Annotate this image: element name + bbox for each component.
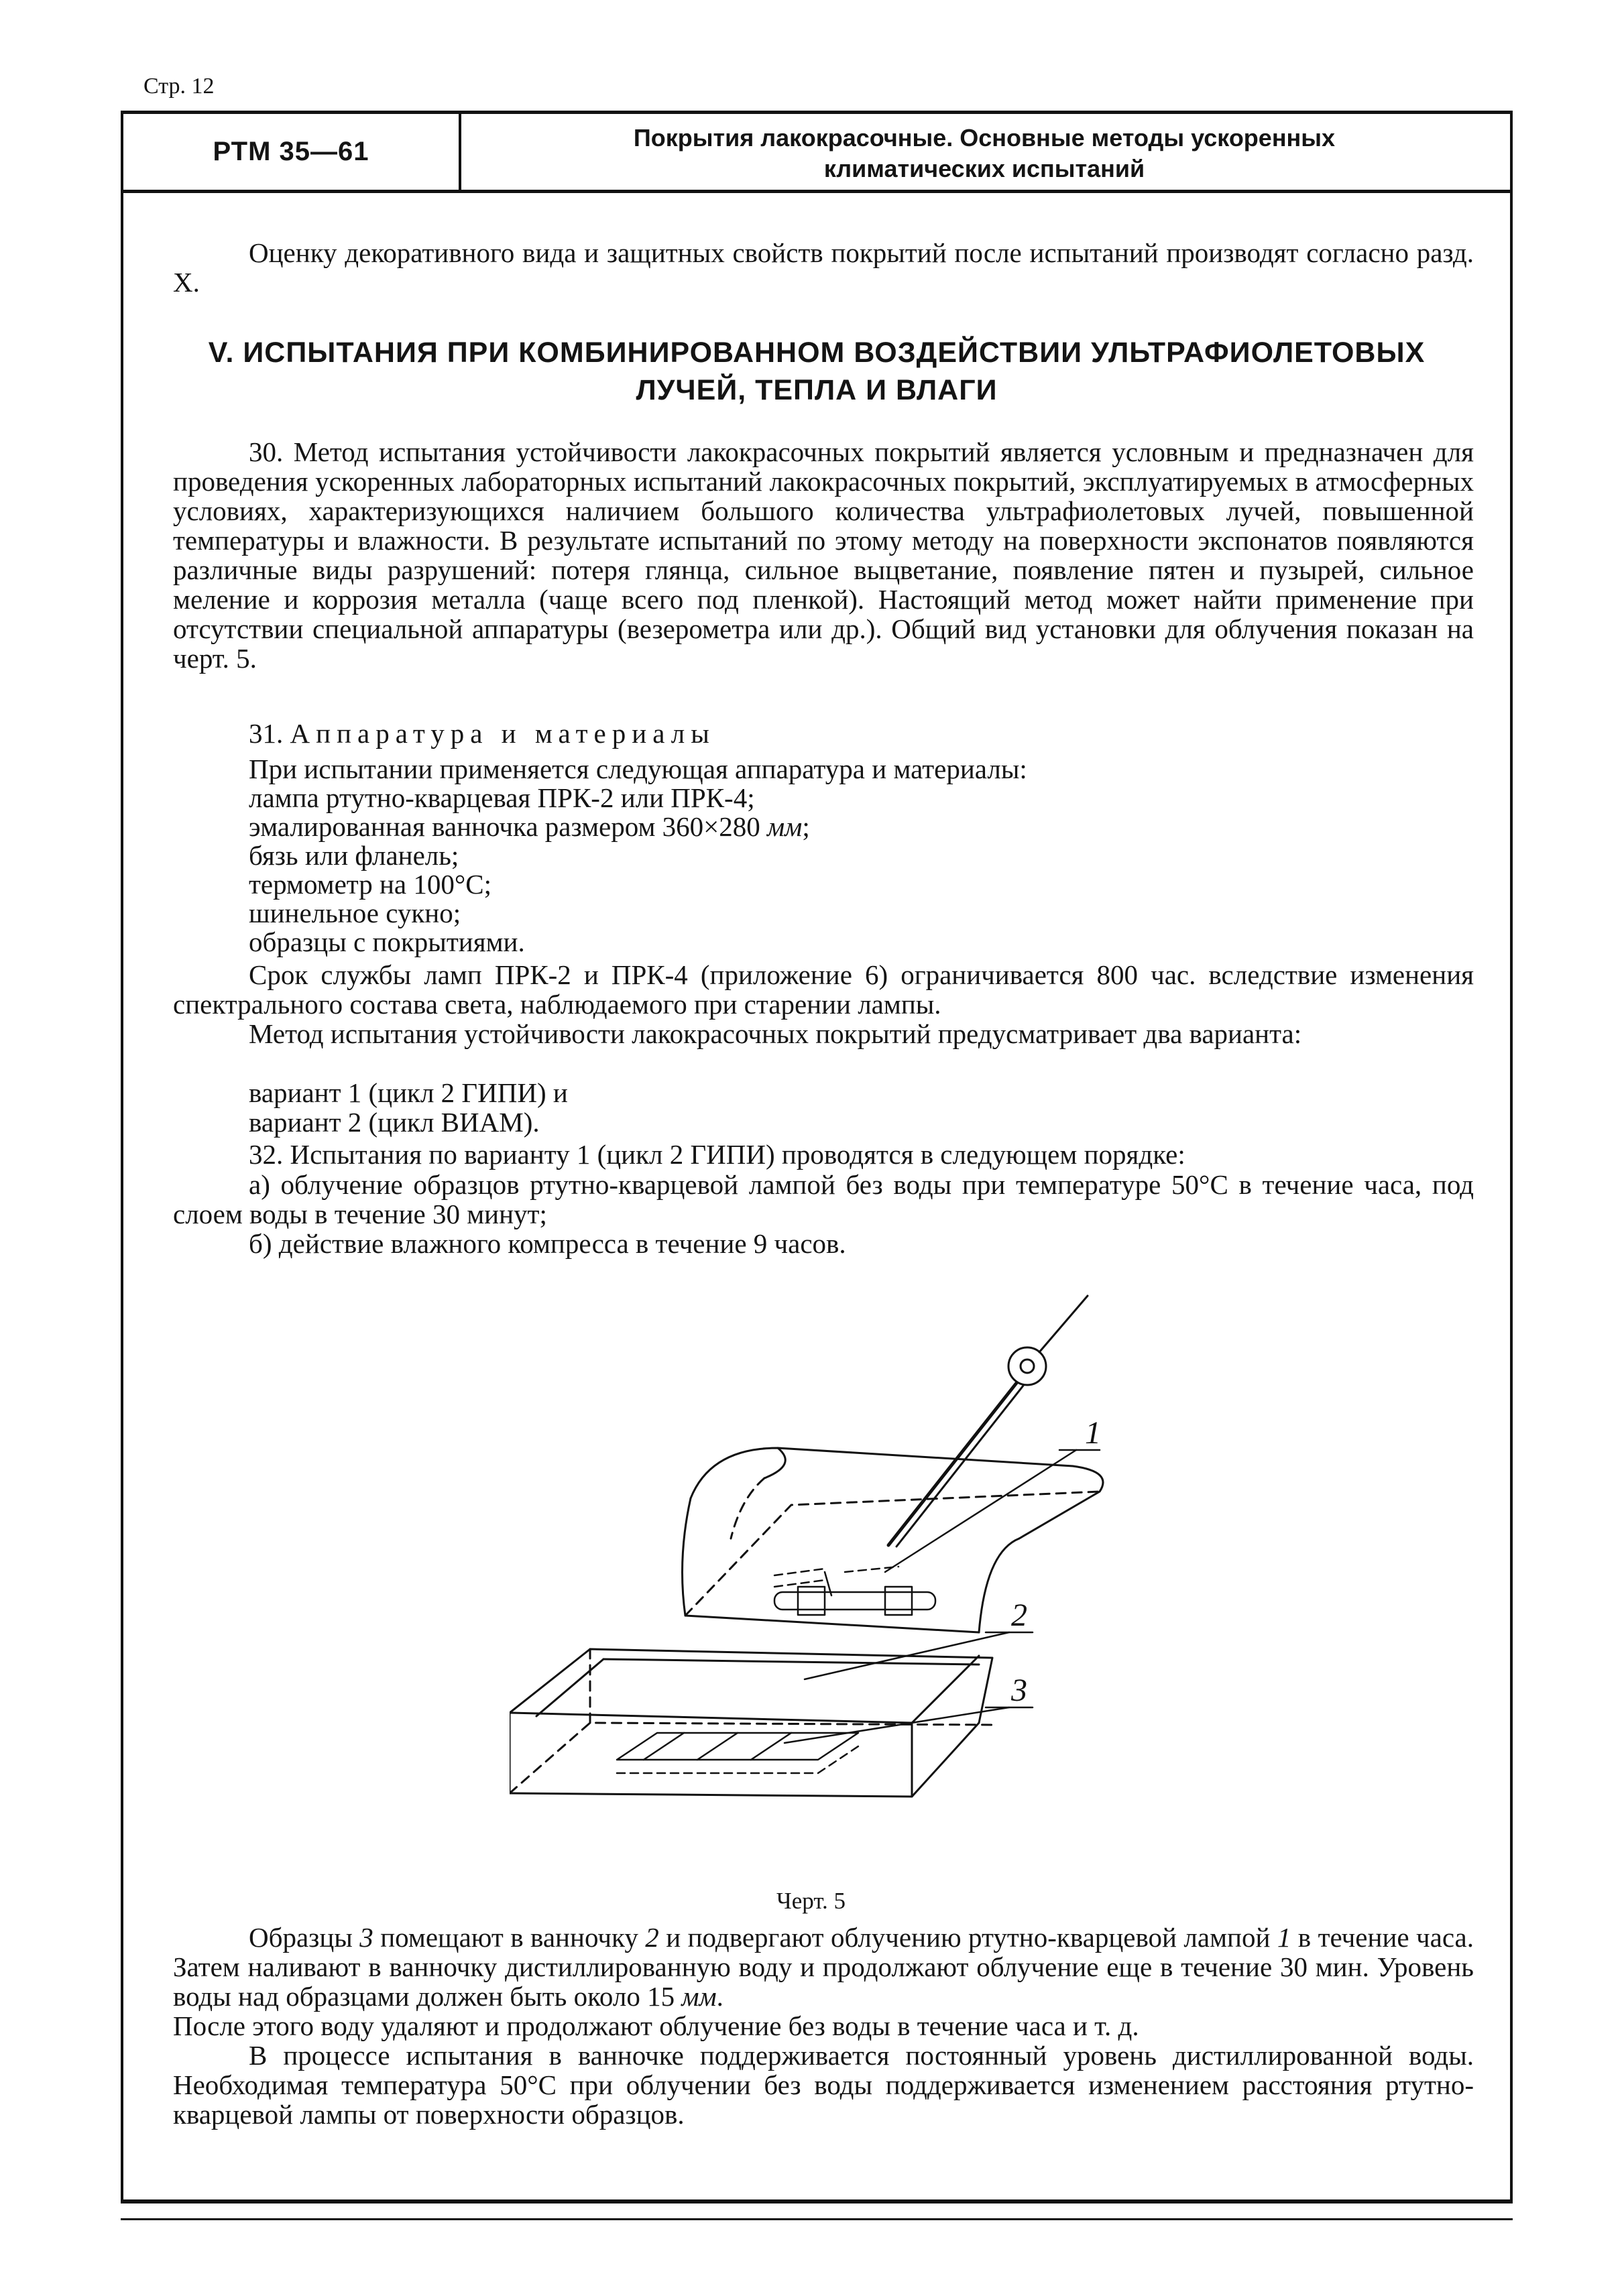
paragraph-30: 30. Метод испытания устойчивости лакокрасочных покрытий является условным и предназначен для проведения ускоренных лабораторных испытаний лакокрасочных покрытий, эксплуатируемых в атмосферных условиях, характеризующихся наличием большого количества ультрафиолетовых лучей, повышенной температуры и влажности. В результате испытаний по этому методу на поверхности экспонатов появляются различные виды разрушений: потеря глянца, сильное выцветание, появление пятен и пузырей, сильное меление и коррозия металла (чаще всего под пленкой). Настоящий метод может найти применение при отсутствии специальной аппаратуры (везерометра или др.). Общий вид установки для облучения показан на черт. 5. (173, 436, 1474, 674)
text-fragment: . (716, 1981, 723, 2012)
variant-item: вариант 1 (цикл 2 ГИПИ) и (249, 1077, 568, 1108)
unit-mm: мм (681, 1981, 717, 2012)
section-heading-line-2: ЛУЧЕЙ, ТЕПЛА И ВЛАГИ (636, 374, 998, 406)
ref-samples: 3 (359, 1922, 373, 1953)
lamp-holder (888, 1296, 1088, 1547)
apparatus-item: термометр на 100°С; (249, 869, 491, 900)
paragraph-32-item-a: а) облучение образцов ртутно-кварцевой лампой без воды при температуре 50°С в течение часа, под слоем воды в течение 30 минут; (173, 1169, 1474, 1229)
enamel-tray (510, 1649, 992, 1797)
intro-paragraph: Оценку декоративного вида и защитных свойств покрытий после испытаний производят согласно разд. X. (173, 237, 1474, 298)
method-variants-paragraph: Метод испытания устойчивости лакокрасочных покрытий предусматривает два варианта: (249, 1018, 1302, 1049)
callout-1-label: 1 (1085, 1415, 1101, 1451)
apparatus-item (249, 812, 810, 841)
callout-2-label: 2 (1011, 1597, 1027, 1633)
text-fragment: в течение часа. Затем наливают в ванночку дистиллированную воду и продолжают облучение еще в течение 30 мин. Уровень воды над образцами должен быть около 15 (173, 1922, 1474, 2012)
figure-caption: Черт. 5 (776, 1888, 846, 1914)
document-title (461, 118, 1507, 188)
page-number: Стр. 12 (143, 74, 215, 99)
maintenance-paragraph: В процессе испытания в ванночке поддерживается постоянный уровень дистиллированной воды. Необходимая температура 50°С при облучении без воды поддерживается изменением расстояния ртутно-кварцевой лампы от поверхности образцов. (173, 2040, 1474, 2130)
apparatus-item: образцы с покрытиями. (249, 926, 525, 957)
ref-lamp: 1 (1277, 1922, 1291, 1953)
callout-3-label: 3 (1011, 1673, 1027, 1708)
text-fragment: Образцы (249, 1922, 360, 1953)
document-code: РТМ 35—61 (123, 114, 461, 190)
apparatus-item: лампа ртутно-кварцевая ПРК-2 или ПРК-4; (249, 782, 755, 813)
paragraph-31-heading (249, 719, 715, 748)
mercury-quartz-lamp (774, 1567, 935, 1615)
coated-samples (617, 1733, 858, 1773)
apparatus-lead: При испытании применяется следующая аппаратура и материалы: (249, 753, 1027, 784)
text-fragment: помещают в ванночку (373, 1922, 646, 1953)
document-title-line-1: Покрытия лакокрасочные. Основные методы ускоренных (633, 123, 1336, 152)
text-fragment: и подвергают облучению ртутно-кварцевой лампой (658, 1922, 1277, 1953)
paragraph-32-item-b: б) действие влажного компресса в течение 9 часов. (249, 1228, 846, 1259)
document-title-line-2: климатических испытаний (823, 154, 1145, 182)
apparatus-drawing (510, 1277, 1180, 1880)
samples-paragraph-end: После этого воду удаляют и продолжают облучение без воды в течение часа и т. д. (173, 2010, 1139, 2041)
variant-item: вариант 2 (цикл ВИАМ). (249, 1107, 540, 1138)
unit-mm: мм (767, 811, 803, 842)
samples-paragraph (173, 1923, 1474, 2011)
paragraph-32-lead: 32. Испытания по варианту 1 (цикл 2 ГИПИ) проводятся в следующем порядке: (249, 1139, 1185, 1170)
paragraph-31-title: Аппаратура и материалы (290, 718, 715, 749)
bottom-rule (121, 2218, 1513, 2220)
apparatus-item: шинельное сукно; (249, 898, 461, 928)
section-heading (173, 334, 1460, 409)
lamp-life-paragraph: Срок службы ламп ПРК-2 и ПРК-4 (приложение 6) ограничивается 800 час. вследствие изменения спектрального состава света, наблюдаемого при старении лампы. (173, 959, 1474, 1020)
unit-suffix: ; (802, 811, 810, 842)
apparatus-item: бязь или фланель; (249, 840, 459, 871)
paragraph-31-number: 31. (249, 718, 284, 749)
document-header (123, 114, 1510, 193)
apparatus-item-text: эмалированная ванночка размером 360×280 (249, 811, 760, 842)
ref-tray: 2 (645, 1922, 659, 1953)
section-heading-line-1: V. ИСПЫТАНИЯ ПРИ КОМБИНИРОВАННОМ ВОЗДЕЙСТВИИ УЛЬТРАФИОЛЕТОВЫХ (208, 337, 1426, 369)
